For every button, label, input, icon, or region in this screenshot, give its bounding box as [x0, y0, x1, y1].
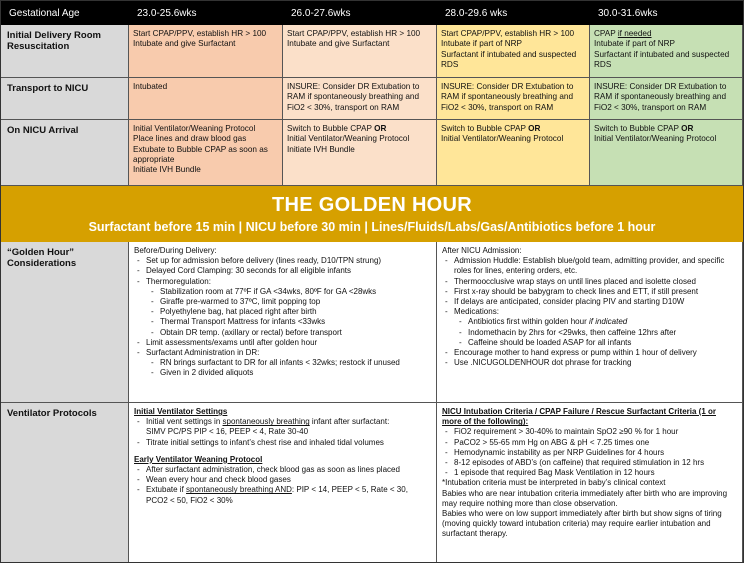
transport-cell-1: Intubated: [129, 78, 283, 120]
list-item: - Limit assessments/exams until after golden hour: [146, 338, 431, 348]
header-label: Gestational Age: [9, 7, 80, 19]
cell-line: Extubate to Bubble CPAP as soon as appropriate: [133, 144, 268, 164]
cell-line: Surfactant if intubated and suspected RDS: [441, 49, 577, 69]
list-item: [454, 307, 737, 348]
cell-line: Initiate IVH Bundle: [133, 165, 201, 175]
list-item: - 8-12 episodes of ABD’s (on caffeine) that required stimulation in 12 hrs: [454, 458, 737, 468]
list-item-text: Antibiotics first within golden hour: [468, 317, 587, 327]
list-item: - 1 episode that required Bag Mask Ventilation in 12 hours: [454, 468, 737, 478]
list-item-text: Surfactant Administration in DR:: [146, 348, 260, 358]
arrival-cell-4: [590, 120, 743, 186]
cell-line: Initial Ventilator/Weaning Protocol: [594, 134, 717, 144]
list-item: - Polyethylene bag, hat placed right after birth: [160, 307, 431, 317]
transport-cell-4: INSURE: Consider DR Extubation to RAM if spontaneously breathing and FiO2 < 30%, transport on RAM: [590, 78, 743, 120]
list-item: - Indomethacin by 2hrs for <29wks, then caffeine 12hrs after: [468, 328, 737, 338]
cell-line: Surfactant if intubated and suspected RDS: [594, 49, 730, 69]
list-item-text: Medications:: [454, 307, 499, 317]
golden-hour-banner: [1, 186, 743, 242]
cell-line: Initiate IVH Bundle: [287, 144, 355, 154]
cell-line: [441, 124, 585, 134]
list-item: - Set up for admission before delivery (lines ready, D10/TPN strung): [146, 256, 431, 266]
list-item: - Encourage mother to hand express or pump within 1 hour of delivery: [454, 348, 737, 358]
list-item: [146, 277, 431, 338]
list-item: - Thermal Transport Mattress for infants <33wks: [160, 317, 431, 327]
list-item-text-underlined: spontaneously breathing AND: [186, 485, 292, 495]
cell-line: Start CPAP/PPV, establish HR > 100: [441, 29, 575, 38]
list-item: - Titrate initial settings to infant’s chest rise and inhaled tidal volumes: [146, 438, 431, 448]
cell-text-bold: OR: [528, 124, 541, 133]
cell-line: Initial Ventilator/Weaning Protocol: [133, 124, 256, 133]
before-delivery-list: [134, 256, 431, 378]
list-item: - Admission Huddle: Establish blue/gold team, admitting provider, and specific roles for lines, entering orders, etc.: [454, 256, 737, 276]
list-item-text: Initial vent settings in: [146, 417, 221, 427]
cell-line: Initial Ventilator/Weaning Protocol: [287, 134, 410, 144]
resuscitation-cell-1: [129, 25, 283, 78]
list-item: [146, 485, 431, 505]
list-item: [146, 348, 431, 379]
row-label-transport: Transport to NICU: [1, 78, 129, 120]
list-item: [468, 317, 737, 327]
header-range-4: 30.0-31.6wks: [598, 7, 658, 19]
cell-line: [594, 29, 738, 39]
cell-line: Place lines and draw blood gas: [133, 134, 247, 144]
cell-line: Intubate if part of NRP: [594, 39, 676, 49]
list-item-text: infant after surfactant:: [311, 417, 390, 427]
list-item-text-italic: if indicated: [588, 317, 628, 327]
considerations-after-admission: [437, 242, 743, 403]
transport-cell-3: INSURE: Consider DR Extubation to RAM if spontaneously breathing and FiO2 < 30%, transport on RAM: [437, 78, 590, 120]
row-label-resuscitation: Initial Delivery Room Resuscitation: [1, 25, 129, 78]
intubation-criteria-title: NICU Intubation Criteria / CPAP Failure / Rescue Surfactant Criteria (1 or more of the following):: [442, 407, 716, 427]
initial-settings-title: Initial Ventilator Settings: [134, 407, 228, 416]
row-label-ventilator: Ventilator Protocols: [1, 403, 129, 562]
list-item: - If delays are anticipated, consider placing PIV and starting D10W: [454, 297, 737, 307]
list-item: - Thermoocclusive wrap stays on until lines placed and isolette closed: [454, 277, 737, 287]
cell-line: Start CPAP/PPV, establish HR > 100: [287, 29, 421, 38]
arrival-cell-3: [437, 120, 590, 186]
golden-hour-subtitle: Surfactant before 15 min | NICU before 30 min | Lines/Fluids/Labs/Gas/Antibiotics before 1 hour: [88, 220, 656, 234]
ventilator-settings: [129, 403, 437, 562]
cell-text: Switch to Bubble CPAP: [287, 124, 372, 133]
list-item-text: SIMV PC/PS PIP < 16, PEEP < 4, Rate 30-40: [146, 427, 309, 437]
list-item: - PaCO2 > 55-65 mm Hg on ABG & pH < 7.25 times one: [454, 438, 737, 448]
cell-line: Intubate and give Surfactant: [287, 39, 390, 49]
list-item: - Delayed Cord Clamping: 30 seconds for all eligible infants: [146, 266, 431, 276]
list-item: [146, 417, 431, 437]
transport-cell-2: INSURE: Consider DR Extubation to RAM if spontaneously breathing and FiO2 < 30%, transport on RAM: [283, 78, 437, 120]
cell-line: [287, 124, 432, 134]
list-item: - Given in 2 divided aliquots: [160, 368, 431, 378]
list-item: - Caffeine should be loaded ASAP for all infants: [468, 338, 737, 348]
list-item-text: Extubate if: [146, 485, 184, 495]
resuscitation-cell-2: [283, 25, 437, 78]
row-label-arrival: On NICU Arrival: [1, 120, 129, 186]
intubation-criteria: [437, 403, 743, 562]
initial-settings-list: [134, 417, 431, 448]
medications-list: [454, 317, 737, 348]
list-item: - FiO2 requirement > 30-40% to maintain SpO2 ≥90 % for 1 hour: [454, 427, 737, 437]
weaning-protocol-title: Early Ventilator Weaning Protocol: [134, 454, 263, 464]
arrival-cell-1: [129, 120, 283, 186]
list-item: - Use .NICUGOLDENHOUR dot phrase for tracking: [454, 358, 737, 368]
list-item: - Wean every hour and check blood gases: [146, 475, 431, 485]
cell-text: CPAP: [594, 29, 616, 38]
intubation-criteria-list: [442, 427, 737, 478]
header-range-3: 28.0-29.6 wks: [445, 7, 508, 19]
criteria-note: Babies who are near intubation criteria immediately after birth who are improving may require nothing more than close observation.: [442, 488, 728, 508]
cell-line: Start CPAP/PPV, establish HR > 100: [133, 29, 267, 38]
cell-line: Intubate and give Surfactant: [133, 39, 236, 49]
list-item-text-underlined: spontaneously breathing: [222, 417, 310, 427]
header-range-2: 26.0-27.6wks: [291, 7, 351, 19]
cell-text-bold: OR: [374, 124, 387, 133]
cell-text: Switch to Bubble CPAP: [441, 124, 526, 133]
list-item: - First x-ray should be babygram to check lines and ETT, if still present: [454, 287, 737, 297]
golden-hour-title: THE GOLDEN HOUR: [271, 194, 473, 216]
section-intro: After NICU Admission:: [442, 246, 522, 255]
criteria-note: *Intubation criteria must be interpreted in baby’s clinical context: [442, 478, 666, 488]
list-item-text: : PIP < 14, PEEP < 5, Rate < 30, PCO2 < 50, FiO2 < 30%: [146, 485, 408, 505]
list-item: - Obtain DR temp. (axillary or rectal) before transport: [160, 328, 431, 338]
arrival-cell-2: [283, 120, 437, 186]
cell-line: Initial Ventilator/Weaning Protocol: [441, 134, 564, 144]
section-intro: Before/During Delivery:: [134, 246, 217, 255]
list-item: - Hemodynamic instability as per NRP Guidelines for 4 hours: [454, 448, 737, 458]
cell-line: [594, 124, 738, 134]
cell-text-underlined: if needed: [617, 29, 652, 38]
cell-line: Intubate if part of NRP: [441, 39, 523, 49]
after-admission-list: [442, 256, 737, 368]
row-label-considerations: “Golden Hour” Considerations: [1, 242, 129, 403]
list-item: - Giraffe pre-warmed to 37ºC, limit popping top: [160, 297, 431, 307]
criteria-note: Babies who were on low support immediately after birth but show signs of tiring (moving quickly toward intubation criteria) may require earlier intubation and surfactant therapy.: [442, 509, 722, 539]
list-item: - After surfactant administration, check blood gas as soon as lines placed: [146, 465, 431, 475]
list-item: - Stabilization room at 77ºF if GA <34wks, 80ºF for GA <28wks: [160, 287, 431, 297]
resuscitation-cell-3: [437, 25, 590, 78]
cell-text: Switch to Bubble CPAP: [594, 124, 679, 133]
list-item-text: Thermoregulation:: [146, 276, 211, 286]
resuscitation-cell-4: [590, 25, 743, 78]
considerations-before-delivery: [129, 242, 437, 403]
cell-text-bold: OR: [681, 124, 694, 133]
list-item: - RN brings surfactant to DR for all infants < 32wks; restock if unused: [160, 358, 431, 368]
header-range-1: 23.0-25.6wks: [137, 7, 197, 19]
gestational-age-header-row: [1, 1, 743, 25]
surfactant-list: [146, 358, 431, 378]
weaning-protocol-list: [134, 465, 431, 506]
thermoregulation-list: [146, 287, 431, 338]
